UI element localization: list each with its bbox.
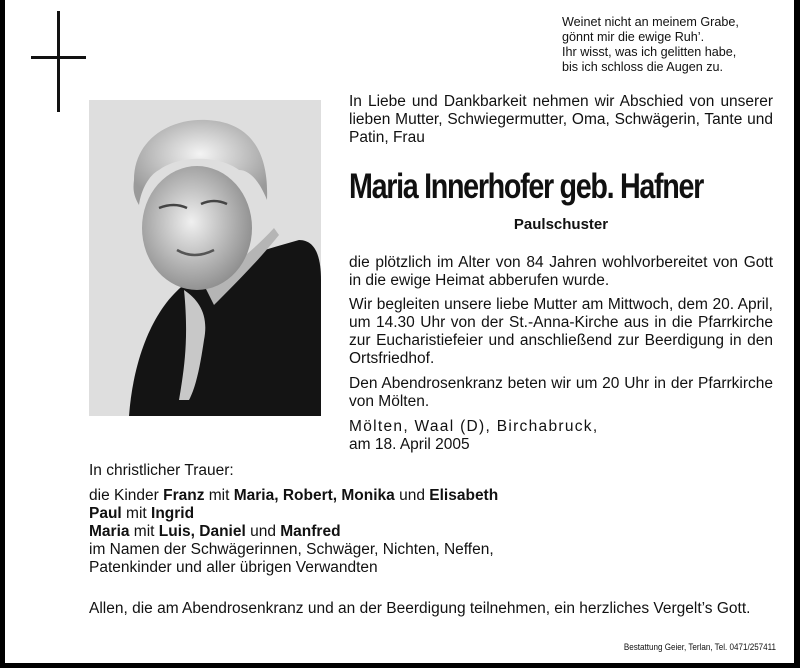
funeral-paragraph: Wir begleiten unsere liebe Mutter am Mittwoch, dem 20. April, um 14.30 Uhr von der St.-Anna-Kirche aus in die Pfarrkirche zur Eucharistiefeier und anschließend zur Beerdigung in den Ortsfriedhof.: [349, 296, 773, 367]
mourner-name: Luis, Daniel: [158, 523, 246, 540]
mourners-line: [89, 523, 498, 541]
mourners-heading: In christlicher Trauer:: [89, 462, 234, 479]
verse-line: Ihr wisst, was ich gelitten habe,: [562, 45, 737, 59]
funeral-home-credit: Bestattung Geier, Terlan, Tel. 0471/257411: [623, 642, 776, 653]
mourner-name: Manfred: [280, 523, 341, 540]
place-date: [349, 418, 598, 454]
portrait-photo: [89, 100, 321, 416]
text: und: [394, 487, 430, 504]
mourners-line: Patenkinder und aller übrigen Verwandten: [89, 559, 378, 576]
text: mit: [121, 505, 152, 522]
mourner-name: Maria, Robert, Monika: [233, 487, 395, 504]
place-text: Mölten, Waal (D), Birchabruck,: [349, 418, 599, 435]
mourner-name: Paul: [89, 505, 122, 522]
mourners-list: [89, 487, 498, 577]
cross-horizontal-bar: [31, 56, 86, 59]
thanks-text: Allen, die am Abendrosenkranz und an der Beerdigung teilnehmen, ein herzliches Vergelt’s Gott.: [89, 600, 751, 617]
mourners-line: [89, 487, 498, 505]
text: die Kinder: [89, 487, 164, 504]
memorial-verse: [562, 15, 739, 75]
text: und: [245, 523, 281, 540]
date-text: am 18. April 2005: [349, 436, 470, 453]
intro-text: In Liebe und Dankbarkeit nehmen wir Abschied von unserer lieben Mutter, Schwiegermutter, Oma, Schwägerin, Tante und Patin, Frau: [349, 93, 773, 146]
mourner-name: Franz: [163, 487, 205, 504]
text: mit: [204, 487, 234, 504]
verse-line: gönnt mir die ewige Ruh’.: [562, 30, 705, 44]
portrait-illustration: [89, 100, 321, 416]
mourner-name: Elisabeth: [429, 487, 499, 504]
obituary-notice: [5, 0, 794, 663]
death-paragraph: die plötzlich im Alter von 84 Jahren wohlvorbereitet von Gott in die ewige Heimat abberufen wurde.: [349, 254, 773, 289]
mourner-name: Ingrid: [151, 505, 195, 522]
mourner-name: Maria: [89, 523, 130, 540]
rosary-paragraph: Den Abendrosenkranz beten wir um 20 Uhr in der Pfarrkirche von Mölten.: [349, 375, 773, 410]
mourners-line: [89, 505, 498, 523]
verse-line: Weinet nicht an meinem Grabe,: [562, 15, 739, 29]
deceased-name: Maria Innerhofer geb. Hafner: [349, 167, 703, 206]
mourners-line: im Namen der Schwägerinnen, Schwäger, Nichten, Neffen,: [89, 541, 494, 558]
cross-vertical-bar: [57, 11, 60, 112]
verse-line: bis ich schloss die Augen zu.: [562, 60, 724, 74]
deceased-nickname: Paulschuster: [513, 216, 609, 233]
text: mit: [129, 523, 159, 540]
